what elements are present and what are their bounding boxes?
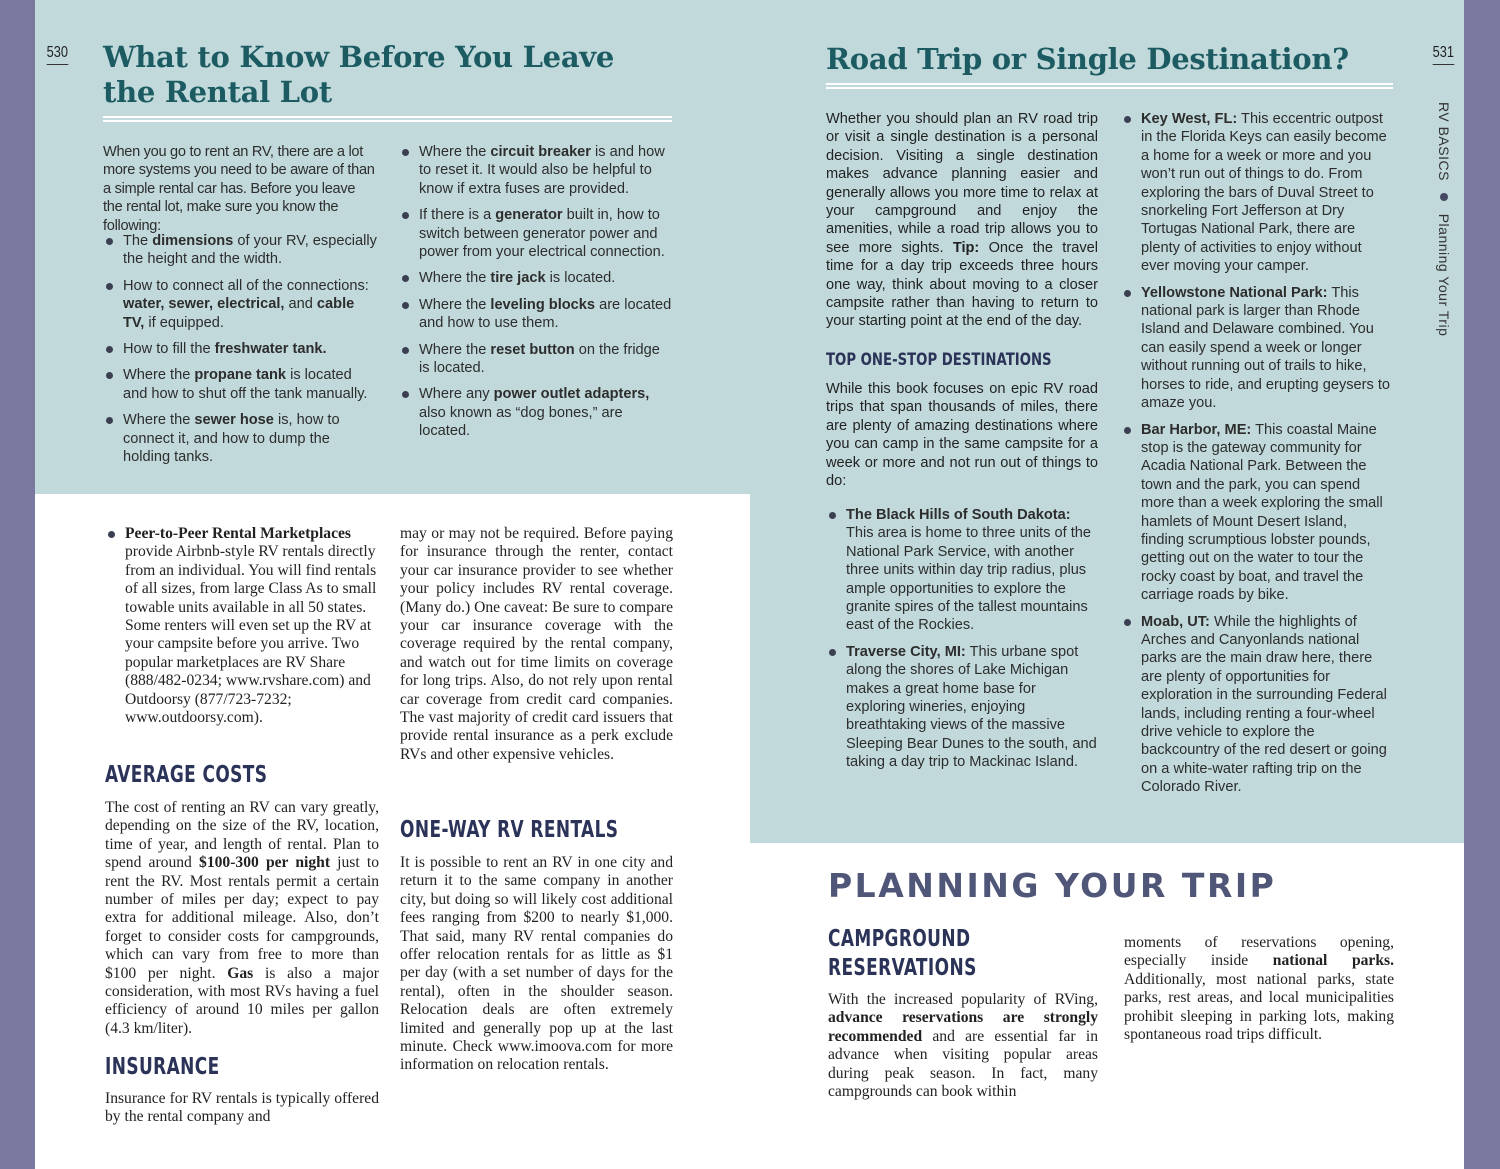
list-item [399,385,673,440]
text-run: also known as “dog bones,” are located. [419,404,623,440]
text-run: With the increased popularity of RVing, [828,991,1098,1008]
list-item [399,143,673,198]
bold-text: freshwater tank. [214,341,327,358]
section-heading: INSURANCE [105,1054,220,1080]
top-intro [826,380,1098,490]
list-item [103,411,377,466]
bold-text: Traverse City, MI: [846,643,966,660]
list-item [103,366,377,403]
list-item [103,232,377,269]
title-rule [103,116,672,122]
text-run: moments of reservations opening, especially inside [1124,934,1394,970]
text-run: Insurance for RV rentals is typically offered by the rental company and [105,1090,379,1126]
running-head [1436,102,1452,336]
text-run: Where any [419,386,494,403]
text-run: This area is home to three units of the National Park Service, with another three units within day trip radius, plus ample opportunities to explore the granite spires of the tallest mountains east of the Rockies. [846,525,1091,634]
list-item [399,206,673,261]
text-run: is located and how to shut off the tank manually. [123,367,368,402]
insurance-text-cont [400,525,673,764]
bold-text: generator [495,207,563,224]
intro-paragraph [826,110,1098,331]
section-heading: AVERAGE COSTS [105,762,268,788]
bold-text: The Black Hills of South Dakota: [846,507,1071,523]
bold-text: tire jack [490,270,546,287]
text-run: While this book focuses on epic RV road trips that span thousands of miles, there are plenty of amazing destinations where you can camp in the same campsite for a week or more and not run out of things to do: [826,381,1098,490]
bold-text: Gas [227,964,254,982]
list-item [1121,110,1393,276]
bold-text: sewer hose [194,412,274,429]
page-number: 531 [1433,44,1454,65]
text-run: is also a major consideration, with most RVs having a fuel efficiency of around 10 miles per gallon (4.3 km/liter). [105,964,379,1037]
list-item [399,296,673,333]
text-run: may or may not be required. Before paying for insurance through the renter, contact your car insurance provider to see whether your policy includes RV rental coverage. (Many do.) One caveat: Be sure to compare your car insurance coverage with the coverage required by the rental company, and watch out for time limits on coverage for long trips. Also, do not rely upon rental car coverage from credit card companies. The vast majority of credit card issuers that provide rental insurance as a perk exclude RVs and other expensive vehicles. [400,525,673,763]
text-run: This coastal Maine stop is the gateway community for Acadia National Park. Between the town and the park, you can spend more than a week exploring the small hamlets of Mount Desert Island, finding scrumptious lobster pounds, getting out on the water to tour the rocky coast by boat, and travel the carriage roads by bike. [1141,421,1383,604]
text-run: The [123,233,153,249]
page-number: 530 [47,44,68,65]
text-run: just to rent the RV. Most rentals permit a certain number of miles per day; expect to pay extra for additional mileage. Also, don’t forget to consider costs for campgrounds, which can vary from free to more than $100 per night. [105,854,379,982]
list-item [399,269,673,287]
one-way-text [400,854,673,1075]
bold-text: advance reservations are strongly recommended [828,1009,1098,1045]
destinations-col2 [1121,110,1393,805]
text-run: This urbane spot along the shores of Lake Michigan makes a great home base for exploring wineries, enjoying breathtaking views of the massive Sleeping Bear Dunes to the south, and taking a day trip to Mackinac Island. [846,643,1097,771]
page-title: Road Trip or Single Destination? [826,42,1349,76]
text-run: Once the travel time for a day trip exceeds three hours one way, think about moving to a closer campsite rather than having to return to your starting point at the end of the day. [826,239,1098,330]
text-run: are located and how to use them. [419,296,672,332]
text-run: Where the [123,367,195,384]
destinations-col1 [826,506,1098,780]
text-run: built in, how to switch between generator power and power from your electrical connection. [419,207,665,261]
bullet-dot-icon [1440,193,1448,201]
text-run: provide Airbnb-style RV rentals directly from an individual. You will find rentals of all sizes, from large Class As to small towable units available in all 50 states. Some renters will even set up the RV at your campsite before you arrive. Two popular marketplaces are RV Share (888/482-0234; www.rvshare.com) and Outdoorsy (877/723-7232; www.outdoorsy.com). [125,543,377,727]
list-item [105,525,379,727]
text-run: and [284,296,317,313]
section-heading: CAMPGROUND RESERVATIONS [828,926,977,981]
list-item [1121,284,1393,413]
text-run: The cost of renting an RV can vary greatly, depending on the size of the RV, location, time of year, and length of rental. Plan to spend around [105,799,379,872]
list-item [103,277,377,332]
bold-text: Bar Harbor, ME: [1141,421,1252,438]
text-run: of your RV, especially the height and the width. [123,233,377,268]
p2p-list [105,525,379,735]
section-heading: TOP ONE-STOP DESTINATIONS [826,350,1052,370]
text-run: is, how to connect it, and how to dump the holding tanks. [123,412,340,466]
bold-text: leveling blocks [490,296,596,313]
list-item [103,340,377,358]
text-run: Where the [419,341,491,358]
running-head-section: RV BASICS [1436,102,1452,181]
average-costs-text [105,799,379,1038]
bold-text: propane tank [194,367,287,384]
bold-text: Key West, FL: [1141,111,1238,127]
text-run: While the highlights of Arches and Canyonlands national parks are the main draw here, there are plenty of opportunities for exploration in the surrounding Federal lands, including renting a four-wheel drive vehicle to explore the backcountry of the red desert or going on a white-water rafting trip on the Colorado River. [1141,613,1387,796]
text-run: How to fill the [123,341,215,358]
list-item [826,643,1098,772]
bold-text: Peer-to-Peer Rental Marketplaces [125,525,352,542]
chapter-heading: PLANNING YOUR TRIP [828,866,1277,905]
text-run: Where the [419,296,491,313]
bold-text: Yellowstone National Park: [1141,284,1328,301]
text-run: This eccentric outpost in the Florida Keys can easily become a home for a week or more and you won’t run out of things to do. From exploring the bars of Duval Street to snorkeling Fort Jefferson at Dry Tortugas National Park, there are plenty of activities to enjoy without ever moving your camper. [1141,111,1387,275]
running-head-chapter: Planning Your Trip [1436,213,1452,337]
intro-paragraph [103,143,377,235]
text-run: Where the [419,270,491,287]
text-run: is and how to reset it. It would also be helpful to know if extra fuses are provided. [419,144,665,197]
bold-text: national parks. [1272,952,1394,970]
bold-text: circuit breaker [490,144,591,160]
checklist-col1 [103,232,377,474]
bold-text: Tip: [952,239,980,256]
bold-text: cable TV, [123,296,355,331]
text-run: When you go to rent an RV, there are a lot more systems you need to be aware of than a simple rental car has. Before you leave the rental lot, make sure you know the following: [103,144,375,234]
checklist-col2 [399,143,673,449]
list-item [826,506,1098,635]
text-run: Whether you should plan an RV road trip or visit a single destination is a personal decision. Visiting a single destination makes advance planning easier and generally allows you more time to relax at your campground and enjoy the amenities, while a road trip allows you to see more sights. [826,111,1098,256]
campground-text [828,991,1098,1101]
bold-text: dimensions [152,233,234,249]
page-title: What to Know Before You Leave the Rental Lot [103,40,615,109]
text-run: Where the [419,144,491,160]
list-item [399,341,673,378]
title-rule [826,83,1393,89]
list-item [1121,613,1393,797]
text-run: on the fridge is located. [419,341,660,377]
bold-text: reset button [490,341,575,358]
bold-text: $100-300 per night [199,854,331,872]
campground-text-cont [1124,934,1394,1044]
text-run: How to connect all of the connections: [123,277,369,294]
insurance-text [105,1090,379,1127]
text-run: This national park is larger than Rhode Island and Delaware combined. You can easily spend a week or longer without running out of trails to hike, horses to ride, and erupting geysers to amaze you. [1141,284,1391,412]
text-run: Additionally, most national parks, state parks, rest areas, and local municipalities prohibit sleeping in parking lots, making spontaneous road trips difficult. [1124,970,1394,1044]
bold-text: Moab, UT: [1141,613,1210,630]
text-run: It is possible to rent an RV in one city and return it to the same company in another city, but doing so will likely cost additional fees ranging from $200 to nearly $1,000. That said, many RV rental companies do offer relocation rentals for as little as $1 per day (with a set number of days for the rental), often in the shoulder season. Relocation deals are often extremely limited and generally pop up at the last minute. Check www.imoova.com for more information on relocation rentals. [400,854,673,1074]
bold-text: power outlet adapters, [493,386,650,403]
text-run: and are essential far in advance when visiting popular areas during peak season. In fact, many campgrounds can book within [828,1027,1098,1101]
list-item [1121,421,1393,605]
section-heading: ONE-WAY RV RENTALS [400,817,619,843]
bold-text: water, sewer, electrical, [123,296,285,313]
text-run: Where the [123,412,195,429]
text-run: If there is a [419,207,496,224]
text-run: is located. [545,270,616,287]
text-run: if equipped. [144,314,224,331]
